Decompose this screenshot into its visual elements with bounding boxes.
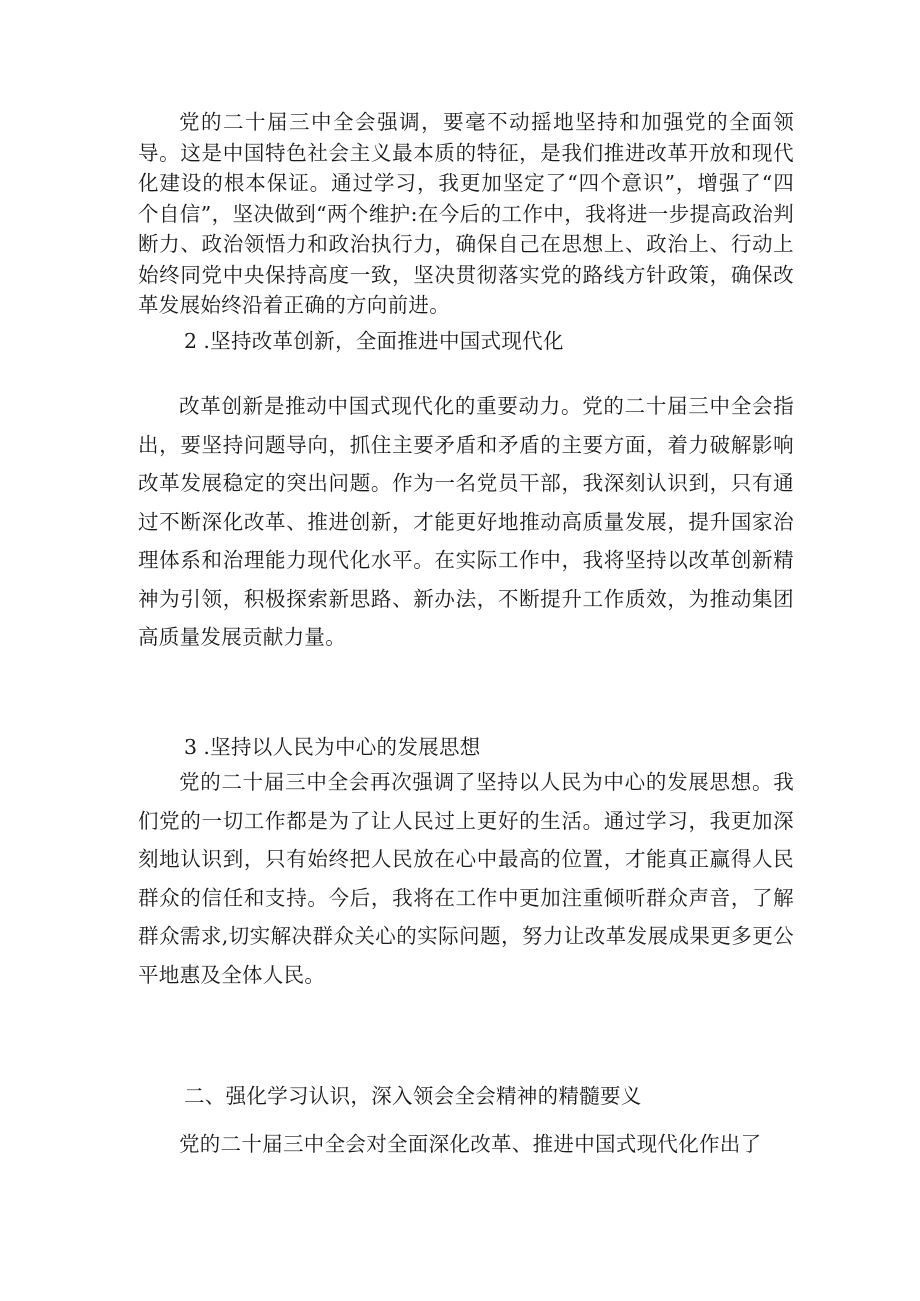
body-paragraph: 党的二十届三中全会对全面深化改革、推进中国式现代化作出了: [179, 1132, 762, 1156]
subsection-heading: [184, 324, 564, 354]
heading-text: .坚持以人民为中心的发展思想: [203, 735, 481, 759]
heading-text: .坚持改革创新，全面推进中国式现代化: [203, 329, 564, 353]
heading-number: 3: [184, 735, 198, 759]
body-paragraph: 党的二十届三中全会强调，要毫不动摇地坚持和加强党的全面领导。这是中国特色社会主义最本质的特征，是我们推进改革开放和现代化建设的根本保证。通过学习，我更加坚定了“四个意识”，增强了“四个自信”，坚决做到“两个维护:在今后的工作中，我将进一步提高政治判断力、政治领悟力和政治执行力，确保自己在思想上、政治上、行动上始终同党中央保持高度一致，坚决贯彻落实党的路线方针政策，确保改革发展始终沿着正确的方向前进。: [138, 110, 794, 317]
section-heading: 二、强化学习认识，深入领会全会精神的精髓要义: [184, 1084, 642, 1108]
body-paragraph: 党的二十届三中全会再次强调了坚持以人民为中心的发展思想。我们党的一切工作都是为了让人民过上更好的生活。通过学习，我更加深刻地认识到，只有始终把人民放在心中最高的位置，才能真正赢得人民群众的信任和支持。今后，我将在工作中更加注重倾听群众声音，了解群众需求,切实解决群众关心的实际问题，努力让改革发展成果更多更公平地惠及全体人民。: [138, 770, 794, 987]
subsection-heading: [184, 730, 481, 760]
body-paragraph: 改革创新是推动中国式现代化的重要动力。党的二十届三中全会指出，要坚持问题导向，抓住主要矛盾和矛盾的主要方面，着力破解影响改革发展稳定的突出问题。作为一名党员干部，我深刻认识到，只有通过不断深化改革、推进创新，才能更好地推动高质量发展，提升国家治理体系和治理能力现代化水平。在实际工作中，我将坚持以改革创新精神为引领，积极探索新思路、新办法，不断提升工作质效，为推动集团高质量发展贡献力量。: [138, 394, 794, 649]
heading-number: 2: [184, 329, 198, 353]
